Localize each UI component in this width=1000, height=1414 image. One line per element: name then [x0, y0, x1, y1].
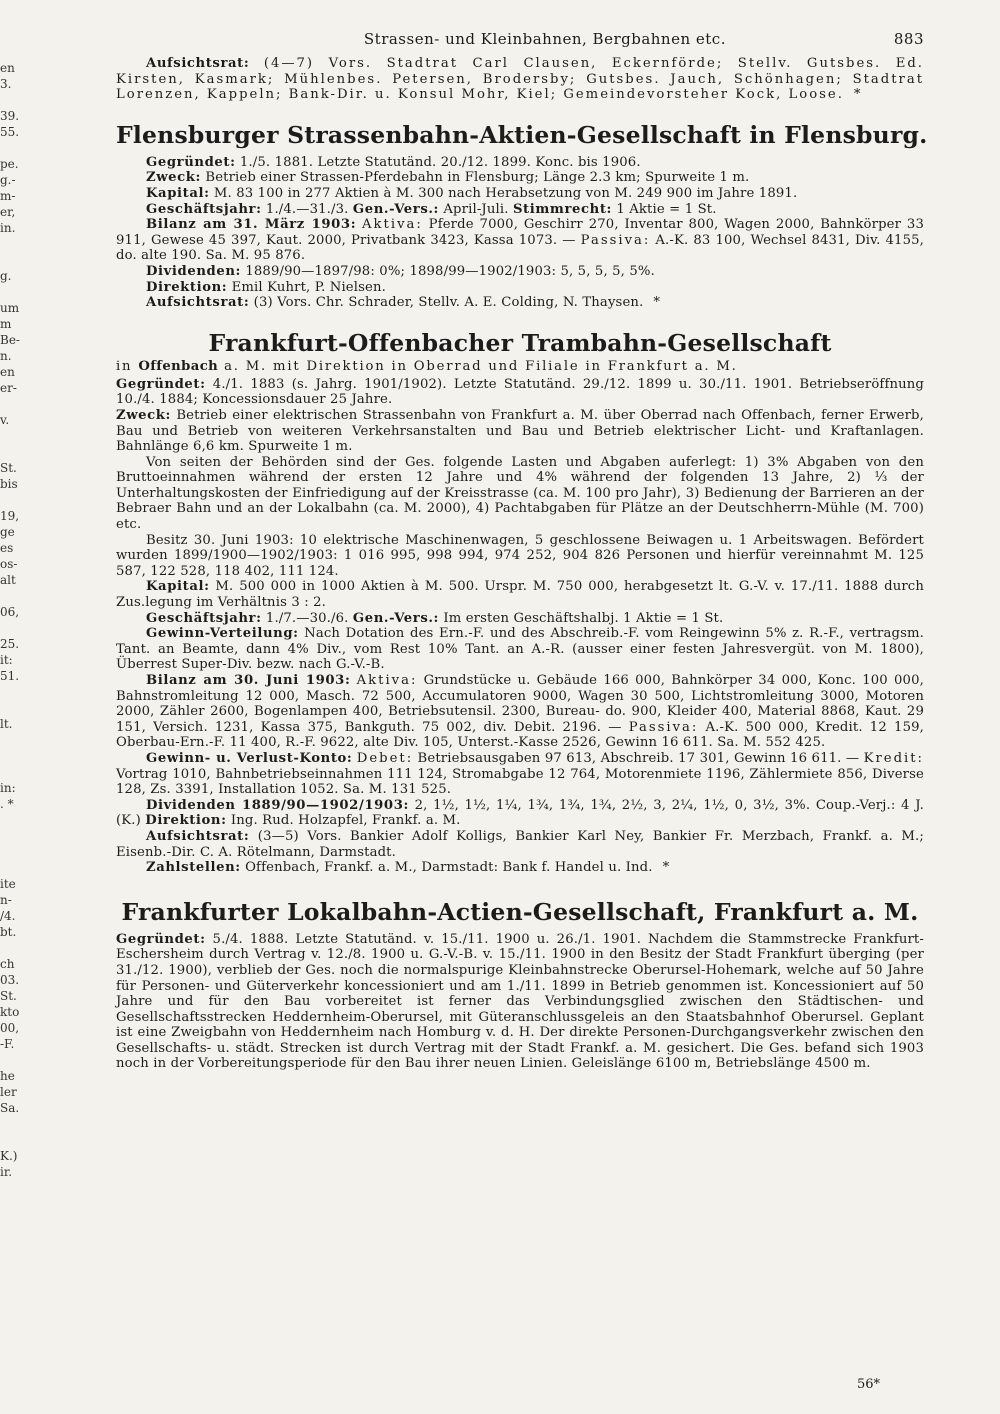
margin-fragment — [0, 492, 34, 508]
margin-fragment: 06, — [0, 605, 20, 619]
margin-fragment: ite — [0, 877, 16, 891]
margin-fragment: en — [0, 61, 15, 75]
margin-fragment: ir. — [0, 1165, 13, 1179]
margin-fragment — [0, 588, 34, 604]
margin-fragment — [0, 700, 34, 716]
margin-fragment: er- — [0, 381, 17, 395]
flensburg-dividenden: Dividenden: 1889/90—1897/98: 0%; 1898/99—1902/1903: 5, 5, 5, 5, 5%. — [146, 263, 655, 279]
flensburg-gegruendet: Gegründet: 1./5. 1881. Letzte Statutänd. 20./12. 1899. Konc. bis 1906. — [146, 154, 641, 170]
margin-fragment: ler — [0, 1085, 17, 1099]
margin-fragment — [0, 940, 34, 956]
margin-fragment — [0, 1132, 34, 1148]
margin-fragment: ge — [0, 525, 15, 539]
company-title-flensburg: Flensburger Strassenbahn-Aktien-Gesellschaft in Flensburg. — [116, 120, 928, 149]
sheet-signature: 56* — [856, 1377, 880, 1392]
offenbach-bilanz: Bilanz am 30. Juni 1903: Aktiva: Grundstücke u. Gebäude 166 000, Bahnkörper 34 000, Konc. 100 000, Bahnstromleitung 12 000, Masch. 72 500, Accumulatoren 9000, Wagen 30 500, Lichtstromleitung 3000, Motoren 2000, Zähler 2600, Bogenlampen 400, Betriebsutensil. 2300, Bureau- do. 900, Kleider 400, Material 8868, Kaut. 29 151, Versich. 1231, Kassa 375, Bankguth. 75 002, div. Debit. 2196. — Passiva: A.-K. 500 000, Kredit. 12 159, Oberbau-Ern.-F. 11 400, R.-F. 9622, alte Div. 105, Unterst.-Kasse 2526, Gewinn 16 611. Sa. M. 552 425. — [116, 673, 924, 751]
margin-fragment: 19, — [0, 509, 20, 523]
margin-fragment: n. — [0, 349, 12, 363]
margin-fragment: kto — [0, 1005, 20, 1019]
margin-fragment: v. — [0, 413, 10, 427]
margin-fragment — [0, 684, 34, 700]
offenbach-zweck: Zweck: Betrieb einer elektrischen Strassenbahn von Frankfurt a. M. über Oberrad nach Offenbach, ferner Erwerb, Bau und Betrieb von weiteren Verkehrsanstalten und Bau und Betrieb elektrischer Licht- und Kraftanlagen. Bahnlänge 6,6 km. Spurweite 1 m. — [116, 407, 924, 455]
flensburg-geschaeftsjahr: Geschäftsjahr: 1./4.—31./3. Gen.-Vers.: April-Juli. Stimmrecht: 1 Aktie = 1 St. — [146, 201, 717, 217]
margin-fragment: 3. — [0, 77, 12, 91]
margin-fragment — [0, 428, 34, 444]
margin-fragment: it: — [0, 653, 13, 667]
margin-fragment: pe. — [0, 157, 19, 171]
margin-fragment — [0, 140, 34, 156]
margin-fragment: en — [0, 365, 15, 379]
flensburg-bilanz: Bilanz am 31. März 1903: Aktiva: Pferde 7000, Geschirr 270, Inventar 800, Wagen 2000, Bahnkörper 33 911, Gewese 45 397, Kaut. 2000, Privatbank 3423, Kassa 1073. — Passiva: A.-K. 83 100, Wechsel 8431, Div. 4155, do. alte 190. Sa. M. 95 876. — [116, 217, 925, 264]
margin-fragment: alt — [0, 573, 16, 587]
margin-fragment: -F. — [0, 1037, 15, 1051]
flensburg-aufsichtsrat: Aufsichtsrat: (3) Vors. Chr. Schrader, Stellv. A. E. Colding, N. Thaysen. * — [146, 295, 661, 311]
margin-fragment — [0, 812, 34, 828]
flensburg-kapital: Kapital: M. 83 100 in 277 Aktien à M. 300 nach Herabsetzung von M. 249 900 im Jahre 1891. — [146, 185, 798, 201]
offenbach-geschaeftsjahr: Geschäftsjahr: 1./7.—30./6. Gen.-Vers.: Im ersten Geschäftshalbj. 1 Aktie = 1 St. — [146, 610, 724, 626]
margin-fragment: g. — [0, 269, 12, 283]
margin-fragment — [0, 1052, 34, 1068]
running-header — [116, 30, 924, 56]
margin-fragment: 00, — [0, 1021, 20, 1035]
offenbach-kapital: Kapital: M. 500 000 in 1000 Aktien à M. 500. Urspr. M. 750 000, herabgesetzt lt. G.-V. v. 17./11. 1888 durch Zus.legung im Verhältnis 3 : 2. — [116, 579, 924, 611]
margin-fragment: 51. — [0, 669, 20, 683]
margin-fragment: es — [0, 541, 14, 555]
margin-fragment — [0, 284, 34, 300]
margin-fragment — [0, 396, 34, 412]
margin-fragment: er, — [0, 205, 16, 219]
margin-fragment — [0, 236, 34, 252]
margin-fragment: /4. — [0, 909, 16, 923]
page-number: 883 — [893, 30, 924, 48]
margin-fragment: um — [0, 301, 20, 315]
flensburg-direktion: Direktion: Emil Kuhrt, P. Nielsen. — [146, 279, 386, 295]
margin-fragment: 03. — [0, 973, 20, 987]
top-aufsichtsrat: Aufsichtsrat: (4—7) Vors. Stadtrat Carl Clausen, Eckernförde; Stellv. Gutsbes. Ed. Kirsten, Kasmark; Mühlenbes. Petersen, Brodersby; Gutsbes. Jauch, Schönhagen; Stadtrat Lorenzen, Kappeln; Bank-Dir. u. Konsul Mohr, Kiel; Gemeindevorsteher Kock, Loose. * — [116, 56, 924, 103]
margin-fragment: 55. — [0, 125, 20, 139]
margin-fragment: Be- — [0, 333, 20, 347]
margin-fragment: . * — [0, 797, 14, 811]
margin-fragment — [0, 860, 34, 876]
margin-fragment — [0, 764, 34, 780]
margin-fragment — [0, 252, 34, 268]
margin-fragment: K.) — [0, 1149, 18, 1163]
margin-fragment: n- — [0, 893, 12, 907]
offenbach-besitz: Besitz 30. Juni 1903: 10 elektrische Maschinenwagen, 5 geschlossene Beiwagen u. 1 Arbeitswagen. Befördert wurden 1899/1900—1902/1903: 1 016 995, 998 994, 974 252, 904 826 Personen und hierfür vereinnahmt M. 125 587, 122 528, 118 402, 111 124. — [116, 532, 924, 579]
margin-fragment: he — [0, 1069, 15, 1083]
margin-fragment — [0, 92, 34, 108]
margin-fragment: m — [0, 317, 12, 331]
offenbach-gegruendet: Gegründet: 4./1. 1883 (s. Jahrg. 1901/1902). Letzte Statutänd. 29./12. 1899 u. 30./11. 1901. Betriebseröffnung 10./4. 1884; Koncessionsdauer 25 Jahre. — [116, 376, 924, 408]
margin-fragment — [0, 828, 34, 844]
margin-fragment — [0, 444, 34, 460]
offenbach-guv: Gewinn- u. Verlust-Konto: Debet: Betriebsausgaben 97 613, Abschreib. 17 301, Gewinn 16 611. — Kredit: Vortrag 1010, Bahnbetriebseinnahmen 111 124, Stromabgabe 12 764, Motorenmiete 1196, Zählermiete 856, Diverse 128, Zs. 3391, Installation 1052. Sa. M. 131 525. — [116, 750, 924, 798]
margin-fragment: in. — [0, 221, 16, 235]
margin-fragment: ch — [0, 957, 15, 971]
margin-fragment: os- — [0, 557, 18, 571]
margin-fragment — [0, 620, 34, 636]
margin-fragment — [0, 732, 34, 748]
company-title-lokalbahn: Frankfurter Lokalbahn-Actien-Gesellschaft, Frankfurt a. M. — [121, 897, 919, 926]
running-title: Strassen- und Kleinbahnen, Bergbahnen etc. — [363, 30, 726, 48]
adjacent-page-margin — [0, 60, 34, 1400]
margin-fragment: m- — [0, 189, 16, 203]
flensburg-zweck: Zweck: Betrieb einer Strassen-Pferdebahn in Flensburg; Länge 2.3 km; Spurweite 1 m. — [146, 170, 750, 186]
margin-fragment: lt. — [0, 717, 13, 731]
lokalbahn-text: Gegründet: 5./4. 1888. Letzte Statutänd. v. 15./11. 1900 u. 26./1. 1901. Nachdem die Stammstrecke Frankfurt-Eschersheim durch Vertrag v. 12./8. 1900 u. G.-V.-B. v. 15./11. 1900 in den Besitz der Stadt Frankfurt überging (per 31./12. 1900), verblieb der Ges. noch die normalspurige Kleinbahnstrecke Oberursel-Hohemark, welche auf 50 Jahre für Personen- und Güterverkehr koncessioniert und am 1./11. 1899 in Betrieb genommen ist. Koncessioniert auf 50 Jahre und für den Bau vorbereitet ist ferner das Verbindungsglied zwischen den Städtischen- und Gesellschaftsstrecken Heddernheim-Oberursel, mit Güteranschlussgeleis an den Staatsbahnhof Oberursel. Geplant ist eine Zweigbahn von Heddernheim nach Homburg v. d. H. Der direkte Personen-Durchgangsverkehr zwischen den Gesellschafts- u. städt. Strecken ist durch Vertrag mit der Stadt Frankf. a. M. gesichert. Die Ges. befand sich 1903 noch in der Vorbereitungsperiode für den Bau ihrer neuen Linien. Geleislänge 6100 m, Betriebslänge 4500 m. — [116, 931, 924, 1072]
offenbach-dividenden: Dividenden 1889/90—1902/1903: 2, 1½, 1½, 1¼, 1¾, 1¾, 1¾, 2½, 3, 2¼, 1½, 0, 3½, 3%. Coup.-Verj.: 4 J. (K.) Direktion: Ing. Rud. Holzapfel, Frankf. a. M. — [116, 797, 924, 829]
margin-fragment: St. — [0, 989, 17, 1003]
offenbach-lasten: Von seiten der Behörden sind der Ges. folgende Lasten und Abgaben auferlegt: 1) 3% Abgaben von den Bruttoeinnahmen während der ersten 12 Jahre und 4% während der folgenden 13 Jahre, 2) ⅓ der Unterhaltungskosten der Einfriedigung auf der Kreisstrasse (ca. M. 100 pro Jahr), 3) Bedienung der Barrieren an der Bebraer Bahn und an der Lokalbahn (ca. M. 2000), 4) Pachtabgaben für Plätze an der Deutschherrn-Mühle (M. 700) etc. — [116, 454, 924, 533]
company-title-offenbach: Frankfurt-Offenbacher Trambahn-Gesellschaft — [208, 328, 832, 357]
margin-fragment: St. — [0, 461, 17, 475]
offenbach-zahlstellen: Zahlstellen: Offenbach, Frankf. a. M., Darmstadt: Bank f. Handel u. Ind. * — [146, 860, 670, 876]
margin-fragment: Sa. — [0, 1101, 20, 1115]
margin-fragment: 39. — [0, 109, 20, 123]
margin-fragment — [0, 844, 34, 860]
margin-fragment: in: — [0, 781, 16, 795]
offenbach-location: in Offenbach a. M. mit Direktion in Oberrad und Filiale in Frankfurt a. M. — [116, 358, 738, 374]
margin-fragment: 25. — [0, 637, 20, 651]
margin-fragment: bis — [0, 477, 18, 491]
page-content — [116, 30, 928, 1072]
offenbach-aufsichtsrat: Aufsichtsrat: (3—5) Vors. Bankier Adolf Kolligs, Bankier Karl Ney, Bankier Fr. Merzbach, Frankf. a. M.; Eisenb.-Dir. C. A. Rötelmann, Darmstadt. — [116, 828, 924, 860]
margin-fragment — [0, 748, 34, 764]
offenbach-gewinnverteilung: Gewinn-Verteilung: Nach Dotation des Ern.-F. und des Abschreib.-F. vom Reingewinn 5% z. R.-F., vertragsm. Tant. an Beamte, dann 4% Div., vom Rest 10% Tant. an A.-R. (ausser einer festen Jahresvergüt. von M. 1800), Überrest Super-Div. bezw. nach G.-V.-B. — [116, 626, 924, 673]
margin-fragment: g.- — [0, 173, 16, 187]
margin-fragment — [0, 1116, 34, 1132]
margin-fragment: bt. — [0, 925, 17, 939]
